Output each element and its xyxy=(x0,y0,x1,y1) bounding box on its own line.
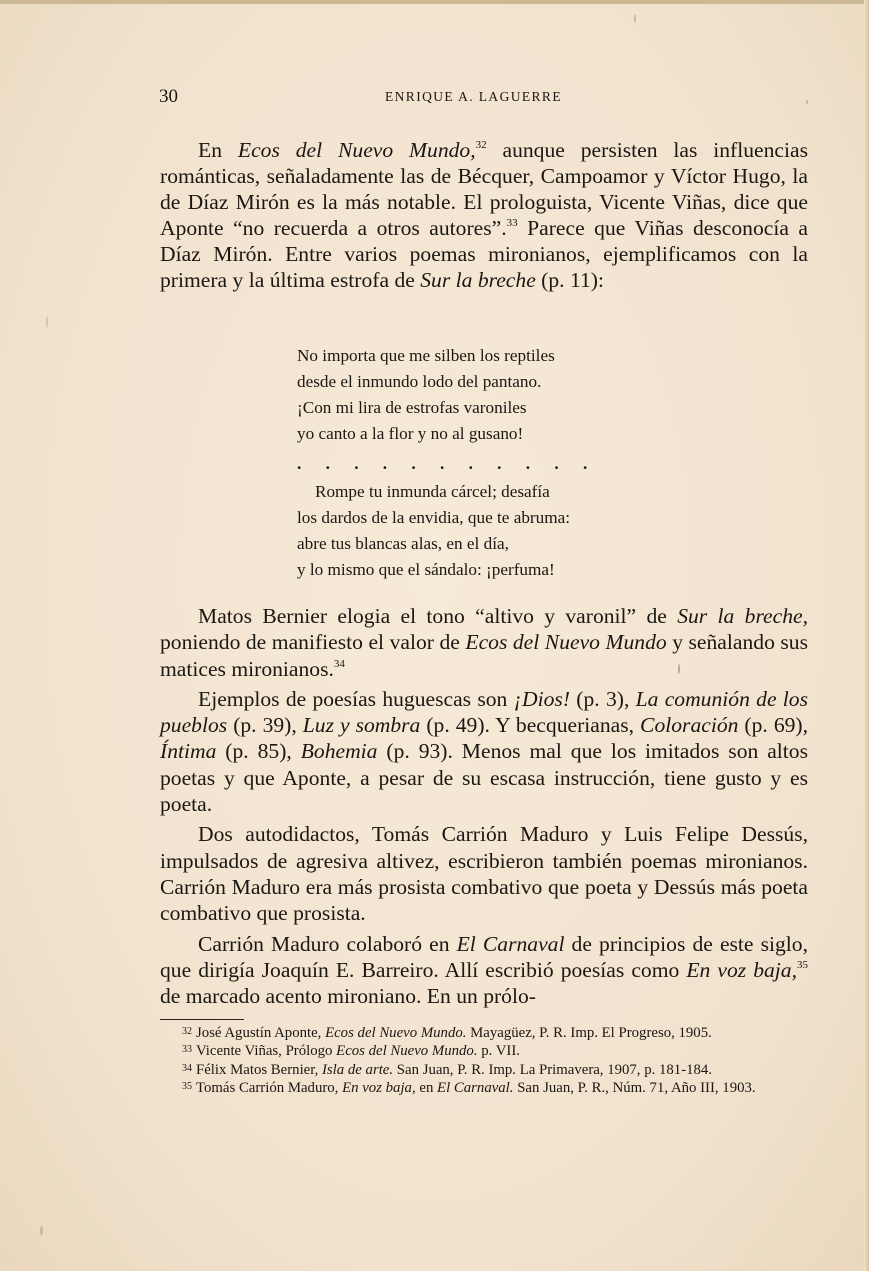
text-run: aunque persisten las influencias románticas, señaladamente las de Bécquer, Campoamor y Víctor Hugo, la de Díaz Mirón es la más notable. El prologuista, Vicente Viñas, dice que Aponte “no recuerda a otros autores”. xyxy=(160,138,808,240)
footnote-35 xyxy=(160,1079,808,1096)
title-italic: En voz baja, xyxy=(342,1079,416,1096)
text-run: José Agustín Aponte, xyxy=(196,1025,326,1041)
title-italic: Íntima xyxy=(160,739,217,764)
text-run: de principios de este siglo, que dirigía Joaquín E. Barreiro. Allí escribió poesías como xyxy=(160,931,808,982)
text-run: San Juan, P. R., Núm. 71, Año III, 1903. xyxy=(513,1079,756,1096)
title-italic: Sur la breche xyxy=(420,268,536,292)
text-run: (p. 3), xyxy=(570,686,636,711)
paper-speck xyxy=(634,14,636,23)
footnote-number: 35 xyxy=(182,1080,192,1092)
title-italic: Luz y sombra xyxy=(302,713,421,738)
running-head xyxy=(159,86,809,112)
text-run: en xyxy=(415,1079,438,1096)
footnote-32 xyxy=(160,1024,808,1041)
poem-ellipsis: . . . . . . . . . . . xyxy=(297,454,598,473)
text-run: (p. 39), xyxy=(227,713,303,738)
title-italic: Ecos del Nuevo Mundo, xyxy=(237,138,476,162)
poem-quotation xyxy=(297,343,697,583)
footnotes xyxy=(160,1024,808,1097)
footnote-34 xyxy=(160,1061,808,1078)
text-run: poniendo de manifiesto el valor de xyxy=(160,630,466,655)
footnote-number: 33 xyxy=(182,1044,192,1056)
title-italic: Coloración xyxy=(640,713,739,738)
poem-line: desde el inmundo lodo del pantano. xyxy=(297,372,542,391)
title-italic: Ecos del Nuevo Mundo xyxy=(465,630,667,655)
text-run: Félix Matos Bernier, xyxy=(196,1061,322,1078)
running-title: ENRIQUE A. LAGUERRE xyxy=(385,89,562,104)
text-run: Matos Bernier elogia el tono “altivo y varonil” de xyxy=(198,604,678,628)
poem-line: yo canto a la flor y no al gusano! xyxy=(297,424,524,443)
title-italic: En voz baja, xyxy=(686,957,797,982)
footnote-divider xyxy=(160,1019,244,1020)
text-run: Carrión Maduro colaboró en xyxy=(198,931,457,956)
footnote-ref: 32 xyxy=(475,139,487,151)
text-run: (p. 11): xyxy=(535,268,604,292)
poem-line: ¡Con mi lira de estrofas varoniles xyxy=(297,398,527,417)
text-run: p. VII. xyxy=(477,1043,520,1060)
page-top-edge xyxy=(0,0,869,4)
paragraph-1 xyxy=(160,137,808,293)
text-run: Mayagüez, P. R. Imp. El Progreso, 1905. xyxy=(466,1025,712,1041)
poem-line: y lo mismo que el sándalo: ¡perfuma! xyxy=(297,560,555,579)
text-run: Tomás Carrión Maduro, xyxy=(196,1079,343,1096)
poem-stanza-1 xyxy=(297,343,697,447)
text-run: (p. 49). Y becquerianas, xyxy=(420,713,641,738)
title-italic: El Carnaval. xyxy=(437,1079,514,1096)
paragraph-4: Dos autodidactos, Tomás Carrión Maduro y Luis Felipe Dessús, impulsados de agresiva altivez, escribieron también poemas mironianos. Carrión Maduro era más prosista combativo que poeta y Dessús más poeta combativo que prosista. xyxy=(160,822,808,926)
poem-line: Rompe tu inmunda cárcel; desafía xyxy=(315,482,550,501)
paper-speck xyxy=(678,664,680,674)
text-run: y señalando sus matices mironianos. xyxy=(160,630,808,681)
text-run: de marcado acento mironiano. En un prólo- xyxy=(160,984,536,1009)
title-italic: Bohemia xyxy=(300,739,378,764)
footnote-ref: 33 xyxy=(506,217,518,229)
footnote-33 xyxy=(160,1042,808,1059)
paragraph-2 xyxy=(160,603,808,682)
title-italic: Sur la breche, xyxy=(677,604,808,628)
paragraph-3 xyxy=(160,686,808,817)
title-italic: La comunión de los pueblos xyxy=(160,686,808,738)
text-run: Parece que Viñas desconocía a Díaz Mirón. Entre varios poemas mironianos, ejemplificamos con la primera y la última estrofa de xyxy=(160,216,808,292)
title-italic: Ecos del Nuevo Mundo. xyxy=(325,1025,467,1041)
text-run: (p. 93). Menos mal que los imitados son altos poetas y que Aponte, a pesar de su escasa instrucción, tiene gusto y es poeta. xyxy=(160,739,809,817)
paragraph-5 xyxy=(160,931,808,1010)
opening-paragraph-block xyxy=(160,137,808,293)
footnote-number: 34 xyxy=(182,1062,192,1074)
title-italic: ¡Dios! xyxy=(513,686,571,711)
paper-speck xyxy=(806,100,808,104)
poem-line: No importa que me silben los reptiles xyxy=(297,346,555,365)
poem-stanza-2 xyxy=(297,479,697,583)
title-italic: Isla de arte. xyxy=(321,1061,394,1078)
paper-speck xyxy=(46,316,48,328)
poem-line: abre tus blancas alas, en el día, xyxy=(297,534,509,553)
title-italic: Ecos del Nuevo Mundo. xyxy=(336,1043,478,1060)
page-number: 30 xyxy=(159,86,178,107)
text-run: Ejemplos de poesías huguescas son xyxy=(198,686,514,711)
text-run: Vicente Viñas, Prólogo xyxy=(196,1043,337,1060)
text-run: (p. 69), xyxy=(738,713,808,738)
text-run: San Juan, P. R. Imp. La Primavera, 1907, p. 181-184. xyxy=(393,1061,713,1078)
page-right-edge xyxy=(864,0,869,1271)
footnote-number: 32 xyxy=(182,1026,192,1037)
title-italic: El Carnaval xyxy=(456,931,565,956)
text-run: (p. 85), xyxy=(216,739,301,764)
footnote-ref: 34 xyxy=(333,657,345,670)
main-text-block xyxy=(160,603,808,1013)
poem-line: los dardos de la envidia, que te abruma: xyxy=(297,508,571,527)
paper-speck xyxy=(40,1226,43,1236)
text-run: En xyxy=(198,138,238,162)
footnote-ref: 35 xyxy=(797,958,808,971)
